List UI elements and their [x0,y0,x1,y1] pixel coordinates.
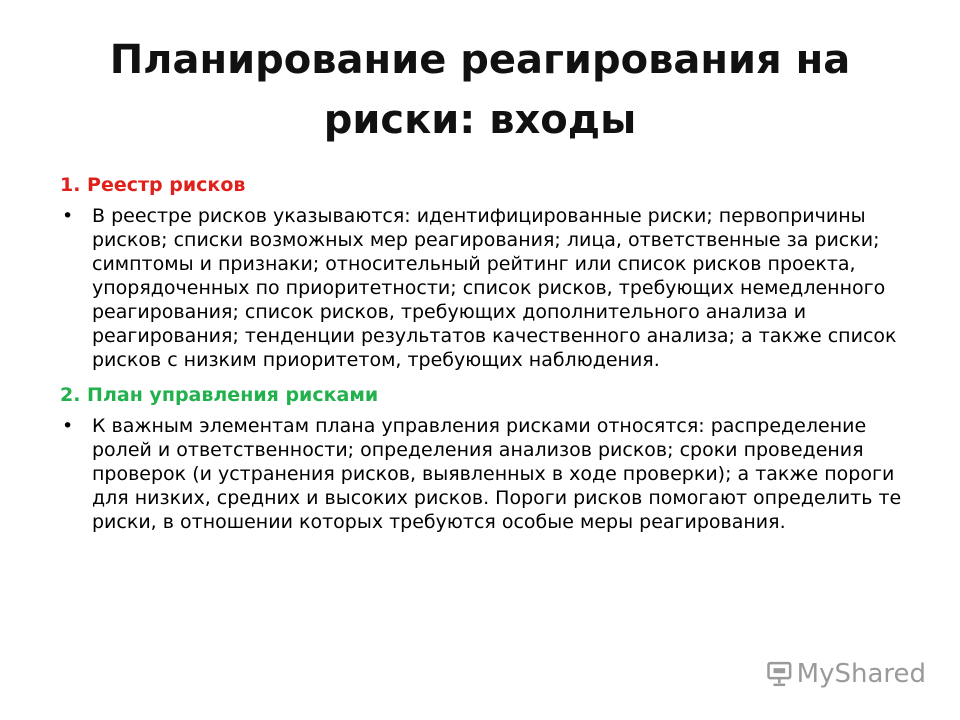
slide-title: Планирование реагирования на риски: входы [109,37,851,143]
bullet-text-risk-plan: К важным элементам плана управления рисками относятся: распределение ролей и ответственности; определения анализов рисков; сроки проведения проверок (и устранения рисков, выявленных в ходе проверки); а также пороги для низких, средних и высоких рисков. Пороги рисков помогают определить те риски, в отношении которых требуются особые меры реагирования. [92,415,902,533]
bullet-risk-plan [60,414,910,534]
section-heading-risk-register: 1. Реестр рисков [60,174,246,196]
section-heading-risk-plan: 2. План управления рисками [60,384,379,406]
bullet-risk-register [60,204,910,372]
presentation-board-icon [766,659,793,689]
bullet-marker: • [62,205,74,227]
slide-body [60,170,910,534]
bullet-text-risk-register: В реестре рисков указываются: идентифицированные риски; первопричины рисков; списки возможных мер реагирования; лица, ответственные за риски; симптомы и признаки; относительный рейтинг или список рисков проекта, упорядоченных по приоритетности; список рисков, требующих немедленного реагирования; список рисков, требующих дополнительного анализа и реагирования; тенденции результатов качественного анализа; а также список рисков с низким приоритетом, требующих наблюдения. [92,205,897,371]
watermark-text: MyShared [796,659,926,689]
watermark-logo [766,656,926,692]
bullet-marker: • [62,415,74,437]
